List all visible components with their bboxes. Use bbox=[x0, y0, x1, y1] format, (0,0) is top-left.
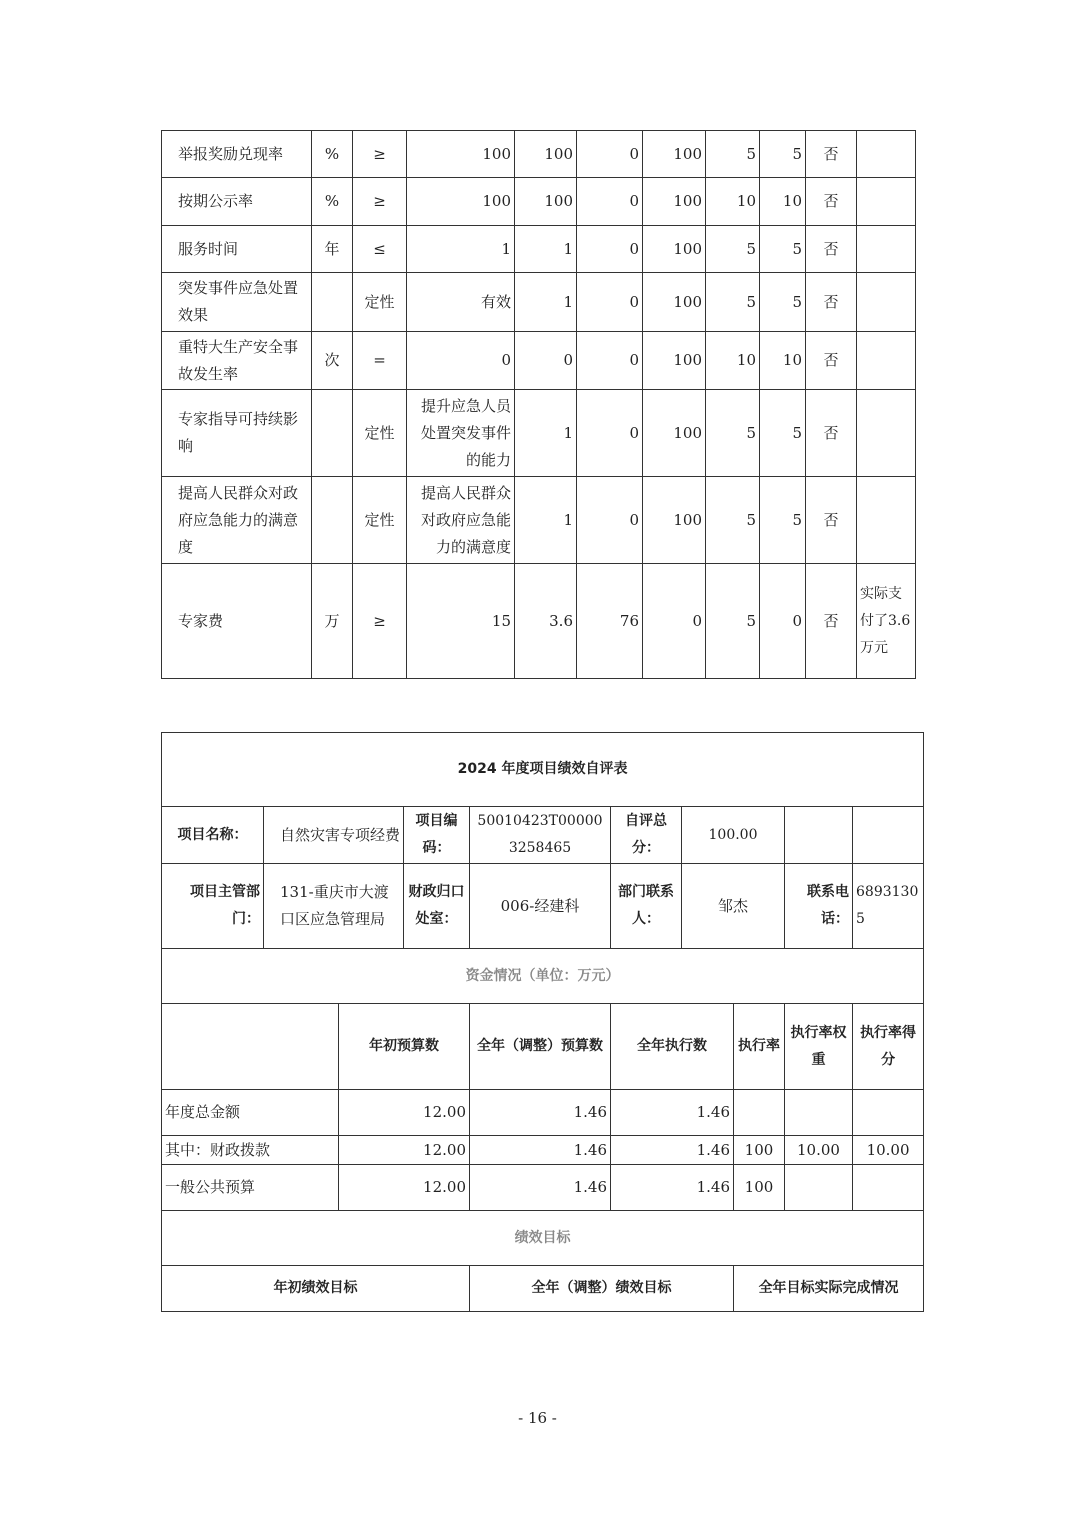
indicator-note bbox=[857, 390, 916, 477]
indicator-actual: 100 bbox=[515, 131, 577, 178]
indicator-score: 10 bbox=[760, 332, 806, 390]
indicator-operator: ≥ bbox=[353, 178, 407, 226]
indicator-value: 0 bbox=[577, 332, 643, 390]
table-row bbox=[162, 273, 916, 332]
table-row bbox=[162, 390, 916, 477]
col-rate-weight: 执行率权重 bbox=[785, 1004, 853, 1090]
phone: 68931305 bbox=[853, 864, 924, 949]
contact-label: 部门联系人： bbox=[611, 864, 682, 949]
page-number: - 16 - bbox=[518, 1409, 557, 1427]
indicator-rate: 100 bbox=[643, 332, 706, 390]
indicator-target: 有效 bbox=[407, 273, 515, 332]
table-row bbox=[162, 1090, 924, 1136]
indicator-name: 服务时间 bbox=[162, 226, 312, 273]
table-row bbox=[162, 1136, 924, 1165]
col-initial-budget: 年初预算数 bbox=[339, 1004, 470, 1090]
indicator-operator: = bbox=[353, 332, 407, 390]
indicator-rate: 100 bbox=[643, 477, 706, 564]
indicator-unit: % bbox=[312, 178, 353, 226]
fund-adjusted: 1.46 bbox=[470, 1090, 611, 1136]
col-adjusted-budget: 全年（调整）预算数 bbox=[470, 1004, 611, 1090]
indicator-note bbox=[857, 131, 916, 178]
fund-adjusted: 1.46 bbox=[470, 1165, 611, 1211]
indicator-target: 0 bbox=[407, 332, 515, 390]
indicator-score: 0 bbox=[760, 564, 806, 679]
indicator-unit: 次 bbox=[312, 332, 353, 390]
indicator-rate: 100 bbox=[643, 178, 706, 226]
indicator-actual: 1 bbox=[515, 477, 577, 564]
indicator-note bbox=[857, 178, 916, 226]
indicator-note bbox=[857, 273, 916, 332]
dept-label: 项目主管部门： bbox=[162, 864, 264, 949]
indicator-core: 否 bbox=[806, 390, 857, 477]
table-row bbox=[162, 807, 924, 864]
indicator-actual: 3.6 bbox=[515, 564, 577, 679]
fund-rate: 100 bbox=[734, 1136, 785, 1165]
indicator-target: 100 bbox=[407, 178, 515, 226]
fund-initial: 12.00 bbox=[339, 1090, 470, 1136]
fund-rate bbox=[734, 1090, 785, 1136]
self-score-label: 自评总分： bbox=[611, 807, 682, 864]
table-row bbox=[162, 477, 916, 564]
indicator-value: 0 bbox=[577, 477, 643, 564]
indicator-weight: 5 bbox=[706, 131, 760, 178]
fund-score bbox=[853, 1090, 924, 1136]
indicator-target: 100 bbox=[407, 131, 515, 178]
indicator-note bbox=[857, 226, 916, 273]
dept: 131-重庆市大渡口区应急管理局 bbox=[264, 864, 404, 949]
indicator-weight: 10 bbox=[706, 332, 760, 390]
table-row bbox=[162, 332, 916, 390]
funds-header: 资金情况（单位：万元） bbox=[162, 949, 924, 1004]
indicator-weight: 5 bbox=[706, 477, 760, 564]
indicator-weight: 5 bbox=[706, 273, 760, 332]
indicator-core: 否 bbox=[806, 226, 857, 273]
table-row bbox=[162, 131, 916, 178]
empty-cell bbox=[785, 807, 853, 864]
fund-rate: 100 bbox=[734, 1165, 785, 1211]
indicator-value: 0 bbox=[577, 131, 643, 178]
fund-adjusted: 1.46 bbox=[470, 1136, 611, 1165]
phone-label: 联系电话： bbox=[785, 864, 853, 949]
indicator-unit bbox=[312, 390, 353, 477]
empty-cell bbox=[162, 1004, 339, 1090]
table-title: 2024 年度项目绩效自评表 bbox=[162, 733, 924, 807]
table-row bbox=[162, 178, 916, 226]
fund-row-label: 其中：财政拨款 bbox=[162, 1136, 339, 1165]
fund-weight bbox=[785, 1090, 853, 1136]
indicator-value: 0 bbox=[577, 273, 643, 332]
table-row bbox=[162, 564, 916, 679]
indicator-note: 实际支付了3.6万元 bbox=[857, 564, 916, 679]
indicator-score: 5 bbox=[760, 390, 806, 477]
fund-row-label: 年度总金额 bbox=[162, 1090, 339, 1136]
indicator-rate: 100 bbox=[643, 226, 706, 273]
indicator-rate: 0 bbox=[643, 564, 706, 679]
indicator-actual: 1 bbox=[515, 226, 577, 273]
fund-executed: 1.46 bbox=[611, 1090, 734, 1136]
indicator-rate: 100 bbox=[643, 390, 706, 477]
indicator-actual: 0 bbox=[515, 332, 577, 390]
goal-initial: 年初绩效目标 bbox=[162, 1266, 470, 1312]
indicator-score: 5 bbox=[760, 131, 806, 178]
empty-cell bbox=[853, 807, 924, 864]
fund-row-label: 一般公共预算 bbox=[162, 1165, 339, 1211]
indicator-operator: 定性 bbox=[353, 477, 407, 564]
indicator-name: 按期公示率 bbox=[162, 178, 312, 226]
goals-header: 绩效目标 bbox=[162, 1211, 924, 1266]
indicator-operator: 定性 bbox=[353, 273, 407, 332]
indicator-core: 否 bbox=[806, 178, 857, 226]
finance-label: 财政归口处室： bbox=[404, 864, 470, 949]
indicator-operator: ≥ bbox=[353, 564, 407, 679]
indicator-name: 专家费 bbox=[162, 564, 312, 679]
table-row bbox=[162, 1165, 924, 1211]
indicator-value: 0 bbox=[577, 178, 643, 226]
indicator-name: 重特大生产安全事故发生率 bbox=[162, 332, 312, 390]
indicator-operator: ≤ bbox=[353, 226, 407, 273]
indicator-score: 5 bbox=[760, 226, 806, 273]
col-executed: 全年执行数 bbox=[611, 1004, 734, 1090]
project-name-label: 项目名称： bbox=[162, 807, 264, 864]
indicator-unit: 年 bbox=[312, 226, 353, 273]
indicator-score: 10 bbox=[760, 178, 806, 226]
indicator-target: 1 bbox=[407, 226, 515, 273]
indicator-score: 5 bbox=[760, 477, 806, 564]
indicator-operator: 定性 bbox=[353, 390, 407, 477]
indicator-name: 专家指导可持续影响 bbox=[162, 390, 312, 477]
col-rate-score: 执行率得分 bbox=[853, 1004, 924, 1090]
indicator-weight: 5 bbox=[706, 226, 760, 273]
indicator-value: 76 bbox=[577, 564, 643, 679]
table-row bbox=[162, 1211, 924, 1266]
indicator-weight: 10 bbox=[706, 178, 760, 226]
fund-score: 10.00 bbox=[853, 1136, 924, 1165]
indicator-name: 举报奖励兑现率 bbox=[162, 131, 312, 178]
table-row bbox=[162, 949, 924, 1004]
indicator-core: 否 bbox=[806, 273, 857, 332]
indicator-core: 否 bbox=[806, 564, 857, 679]
indicator-rate: 100 bbox=[643, 131, 706, 178]
project-name: 自然灾害专项经费 bbox=[264, 807, 404, 864]
table-row bbox=[162, 864, 924, 949]
fund-weight bbox=[785, 1165, 853, 1211]
indicator-actual: 1 bbox=[515, 273, 577, 332]
indicator-value: 0 bbox=[577, 390, 643, 477]
goal-adjusted: 全年（调整）绩效目标 bbox=[470, 1266, 734, 1312]
indicator-unit bbox=[312, 273, 353, 332]
indicator-weight: 5 bbox=[706, 390, 760, 477]
project-code: 50010423T000003258465 bbox=[470, 807, 611, 864]
col-exec-rate: 执行率 bbox=[734, 1004, 785, 1090]
indicator-unit: 万 bbox=[312, 564, 353, 679]
indicator-value: 0 bbox=[577, 226, 643, 273]
self-evaluation-table bbox=[161, 732, 924, 1312]
goal-actual: 全年目标实际完成情况 bbox=[734, 1266, 924, 1312]
indicator-rate: 100 bbox=[643, 273, 706, 332]
table-row bbox=[162, 1004, 924, 1090]
fund-executed: 1.46 bbox=[611, 1165, 734, 1211]
contact: 邹杰 bbox=[682, 864, 785, 949]
table-row bbox=[162, 1266, 924, 1312]
indicator-target: 提升应急人员处置突发事件的能力 bbox=[407, 390, 515, 477]
fund-executed: 1.46 bbox=[611, 1136, 734, 1165]
indicator-score: 5 bbox=[760, 273, 806, 332]
indicator-actual: 100 bbox=[515, 178, 577, 226]
indicator-actual: 1 bbox=[515, 390, 577, 477]
table-row bbox=[162, 733, 924, 807]
fund-initial: 12.00 bbox=[339, 1136, 470, 1165]
project-code-label: 项目编码： bbox=[404, 807, 470, 864]
indicator-core: 否 bbox=[806, 477, 857, 564]
indicator-unit bbox=[312, 477, 353, 564]
indicator-weight: 5 bbox=[706, 564, 760, 679]
indicator-note bbox=[857, 477, 916, 564]
indicator-unit: % bbox=[312, 131, 353, 178]
fund-weight: 10.00 bbox=[785, 1136, 853, 1165]
self-score: 100.00 bbox=[682, 807, 785, 864]
indicator-name: 提高人民群众对政府应急能力的满意度 bbox=[162, 477, 312, 564]
fund-score bbox=[853, 1165, 924, 1211]
indicator-core: 否 bbox=[806, 131, 857, 178]
finance: 006-经建科 bbox=[470, 864, 611, 949]
fund-initial: 12.00 bbox=[339, 1165, 470, 1211]
indicator-operator: ≥ bbox=[353, 131, 407, 178]
indicator-core: 否 bbox=[806, 332, 857, 390]
indicator-target: 15 bbox=[407, 564, 515, 679]
indicator-target: 提高人民群众对政府应急能力的满意度 bbox=[407, 477, 515, 564]
table-row bbox=[162, 226, 916, 273]
indicator-note bbox=[857, 332, 916, 390]
indicator-table bbox=[161, 130, 916, 679]
indicator-name: 突发事件应急处置效果 bbox=[162, 273, 312, 332]
